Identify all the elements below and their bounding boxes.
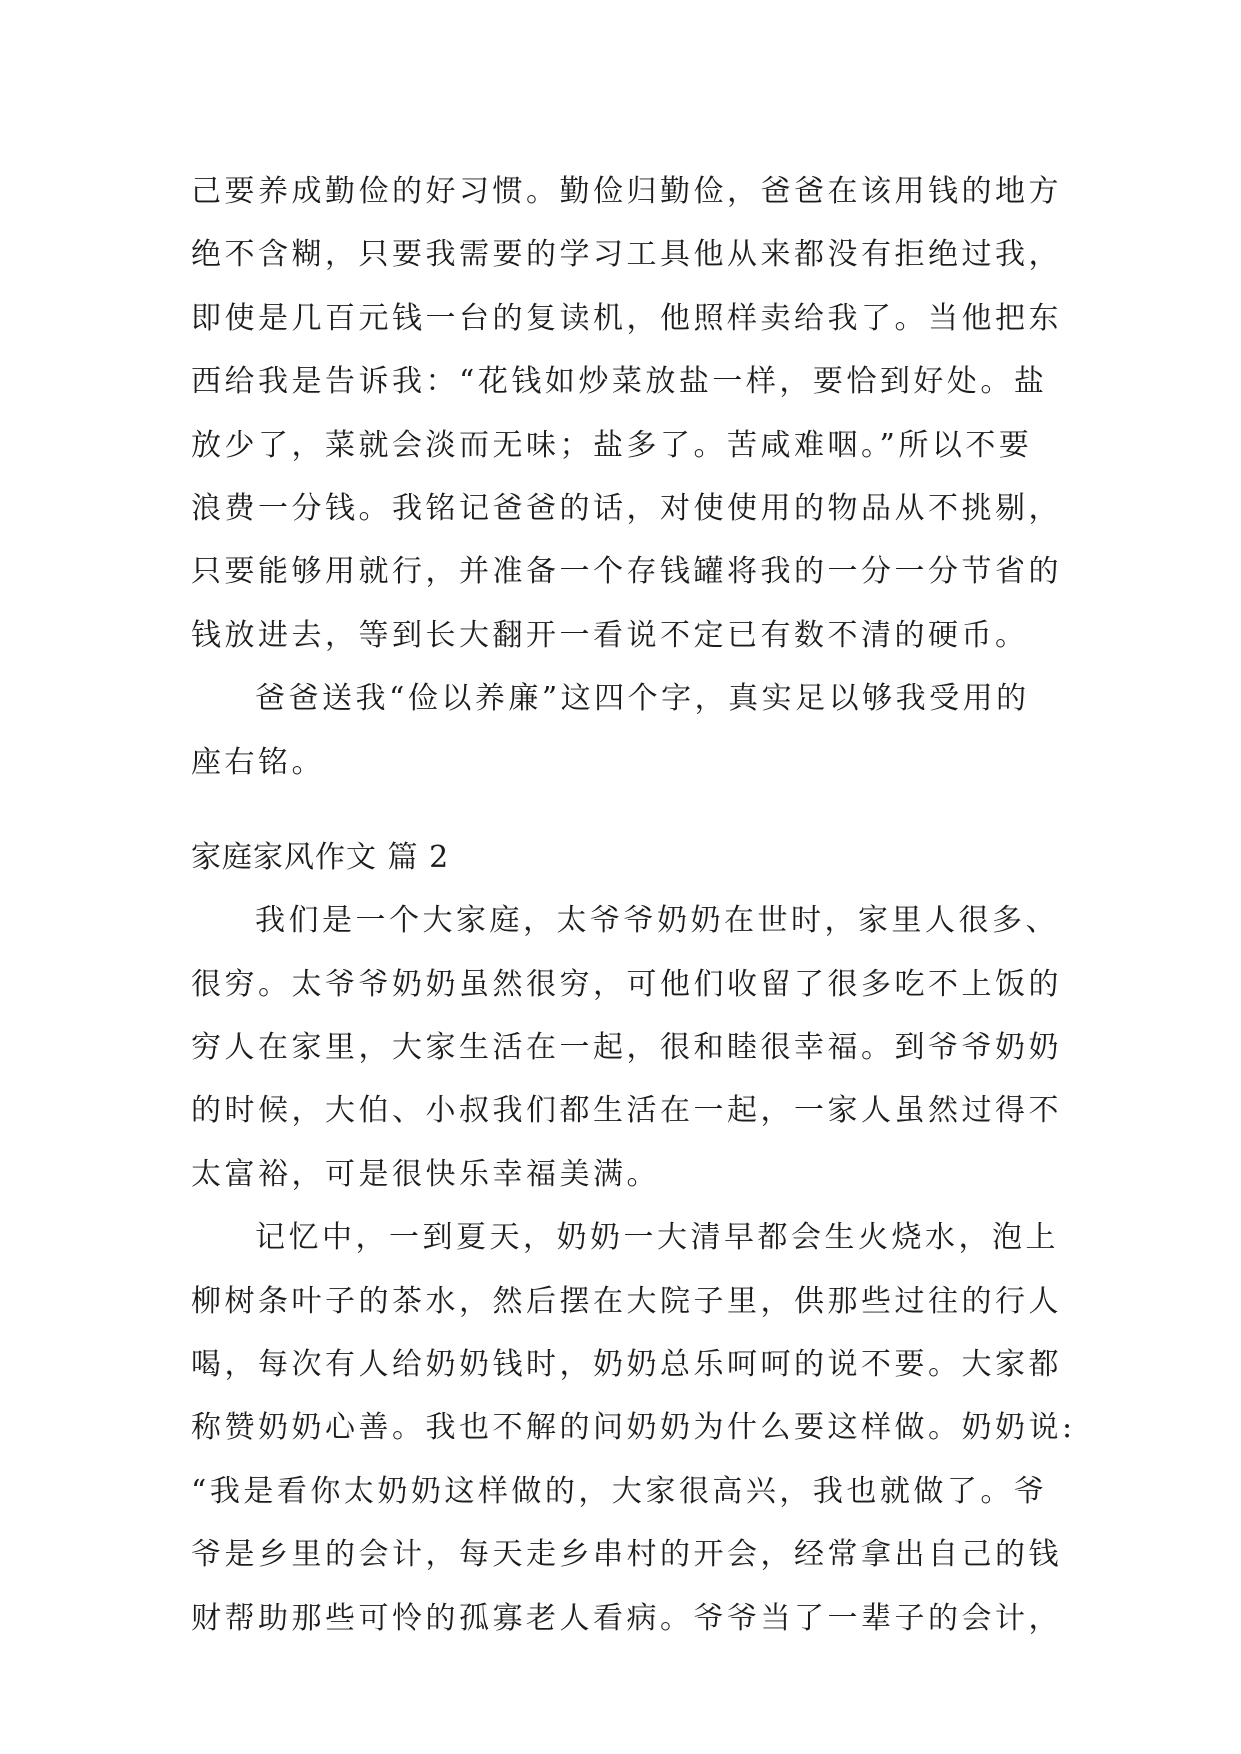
section-heading: 家庭家风作文 篇 2 (191, 839, 450, 875)
spacer (191, 794, 1071, 826)
text-line: 太富裕，可是很快乐幸福美满。 (191, 1156, 660, 1192)
text-line: 绝不含糊，只要我需要的学习工具他从来都没有拒绝过我， (191, 237, 1062, 273)
text-line: 财帮助那些可怜的孤寡老人看病。爷爷当了一辈子的会计， (191, 1600, 1062, 1636)
text-line: 爸爸送我“俭以养廉”这四个字，真实足以够我受用的 (255, 681, 1030, 717)
paragraph (191, 889, 1071, 1206)
text-line: 浪费一分钱。我铭记爸爸的话，对使使用的物品从不挑剔， (191, 490, 1062, 526)
text-line: 西给我是告诉我：“花钱如炒菜放盐一样，要恰到好处。盐 (191, 364, 1048, 400)
text-line: 我们是一个大家庭，太爷爷奶奶在世时，家里人很多、 (255, 903, 1059, 939)
paragraph (191, 1206, 1076, 1650)
document-body (191, 160, 1076, 1650)
text-line: 柳树条叶子的茶水，然后摆在大院子里，供那些过往的行人 (191, 1283, 1062, 1319)
text-line: 座右铭。 (191, 744, 325, 780)
text-line: 钱放进去，等到长大翻开一看说不定已有数不清的硬币。 (191, 617, 1029, 653)
text-line: 很穷。太爷爷奶奶虽然很穷，可他们收留了很多吃不上饭的 (191, 966, 1062, 1002)
text-line: 的时候，大伯、小叔我们都生活在一起，一家人虽然过得不 (191, 1093, 1062, 1129)
text-line: 记忆中，一到夏天，奶奶一大清早都会生火烧水，泡上 (255, 1220, 1059, 1256)
text-line: 穷人在家里，大家生活在一起，很和睦很幸福。到爷爷奶奶 (191, 1030, 1062, 1066)
text-line: 只要能够用就行，并准备一个存钱罐将我的一分一分节省的 (191, 554, 1062, 590)
text-line: 放少了，菜就会淡而无味；盐多了。苦咸难咽。”所以不要 (191, 427, 1033, 463)
paragraph (191, 667, 1071, 794)
text-line: 称赞奶奶心善。我也不解的问奶奶为什么要这样做。奶奶说: (191, 1410, 1076, 1446)
text-line: “我是看你太奶奶这样做的，大家很高兴，我也就做了。爷 (191, 1473, 1048, 1509)
text-line: 即使是几百元钱一台的复读机，他照样卖给我了。当他把东 (191, 300, 1062, 336)
paragraph (191, 160, 1071, 667)
text-line: 爷是乡里的会计，每天走乡串村的开会，经常拿出自己的钱 (191, 1537, 1062, 1573)
text-line: 喝，每次有人给奶奶钱时，奶奶总乐呵呵的说不要。大家都 (191, 1347, 1062, 1383)
text-line: 己要养成勤俭的好习惯。勤俭归勤俭，爸爸在该用钱的地方 (191, 174, 1062, 209)
